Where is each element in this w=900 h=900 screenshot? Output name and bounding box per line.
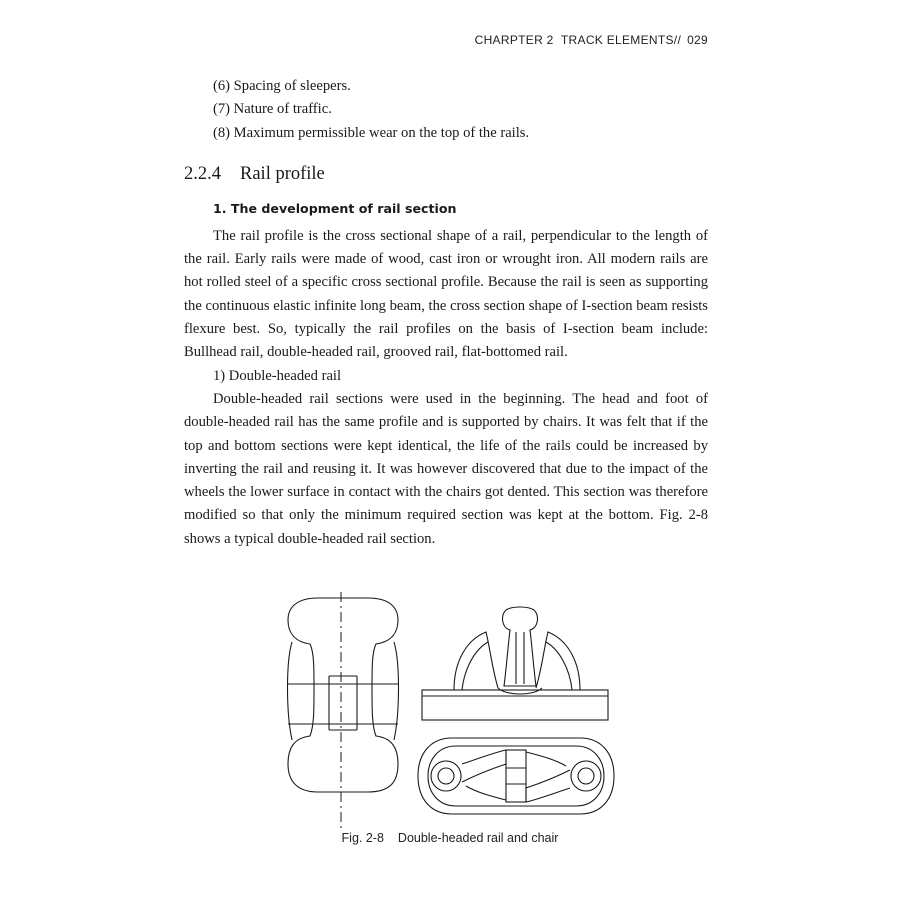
- figure-drawing: [280, 592, 620, 832]
- figure-caption: [0, 831, 900, 845]
- paragraph-heading-double-headed-rail: 1) Double-headed rail: [213, 367, 342, 384]
- paragraph-double-headed-rail: Double-headed rail sections were used in the beginning. The head and foot of double-headed rail has the same profile and is supported by chairs. It was felt that if the top and bottom sections were kept identical, the life of the rails could be increased by inverting the rail and reusing it. It was however discovered that due to the impact of the wheels the lower surface in contact with the chairs got dented. This section was therefore modified so that only the minimum required section was kept at the bottom. Fig. 2-8 shows a typical double-headed rail section.: [184, 390, 708, 547]
- paragraph-rail-profile: The rail profile is the cross sectional shape of a rail, perpendicular to the length of the rail. Early rails were made of wood, cast iron or wrought iron. All modern rails are hot rolled steel of a specific cross sectional profile. Because the rail is seen as supporting the continuous elastic infinite long beam, the cross section shape of I-section beam resists flexure best. So, typically the rail profiles on the basis of I-section beam include: Bullhead rail, double-headed rail, grooved rail, flat-bottomed rail.: [184, 227, 708, 361]
- section-title: Rail profile: [240, 163, 325, 184]
- running-header: [475, 33, 708, 47]
- chair-side-view-drawing: [422, 607, 608, 720]
- header-chapter: CHARPTER 2: [474, 33, 554, 47]
- section-heading: [184, 161, 708, 187]
- list-item: (8) Maximum permissible wear on the top of the rails.: [213, 124, 530, 141]
- page-body: [184, 75, 708, 551]
- list-item: (7) Nature of traffic.: [213, 101, 332, 118]
- rail-cross-section-drawing: [288, 592, 399, 828]
- figure-number: Fig. 2-8: [341, 831, 384, 845]
- figure-rail-and-chair: [280, 592, 620, 832]
- figure-caption-text: Double-headed rail and chair: [397, 831, 559, 845]
- page-number: 029: [687, 33, 708, 47]
- subsection-heading: 1. The development of rail section: [213, 200, 457, 216]
- header-title: TRACK ELEMENTS//: [560, 33, 682, 47]
- chair-plan-view-drawing: [418, 738, 614, 814]
- list-item: (6) Spacing of sleepers.: [213, 78, 351, 94]
- section-number: 2.2.4: [184, 163, 221, 184]
